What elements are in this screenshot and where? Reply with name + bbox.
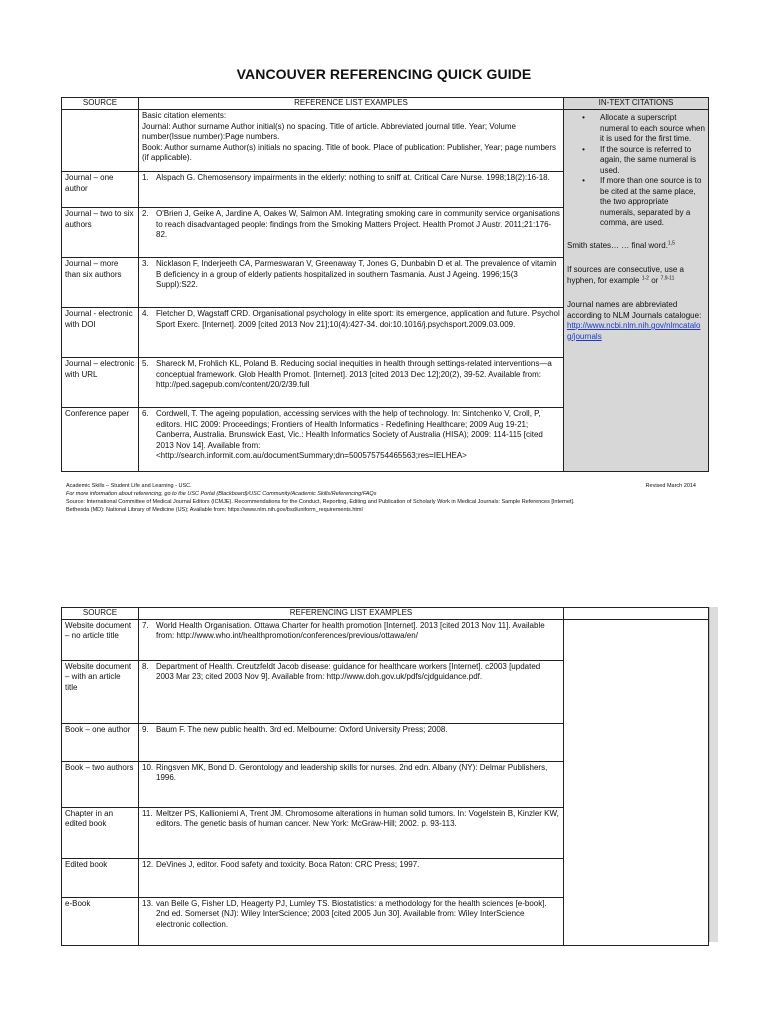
reference-cell: 7. World Health Organisation. Ottawa Charter for health promotion [Internet]. 2013 [cited 2013 Nov 11]. Available from: http://www.who.int/healthpromotion/conferences/previous/ottawa/en/ [139, 619, 564, 660]
reference-list-table [61, 607, 709, 946]
list-item: • If the source is referred to again, the same numeral is used. [582, 144, 697, 175]
reference-cell: 8. Department of Health. Creutzfeldt Jacob disease: guidance for healthcare workers [Internet]. c2003 [updated 2003 Mar 23; cited 2003 Nov 9]. Available from: http://www.doh.gov.uk/pdfs/cjdguidance.pdf. [139, 660, 564, 723]
source-header: SOURCE [62, 98, 139, 110]
reference-cell: 9. Baum F. The new public health. 3rd ed. Melbourne: Oxford University Press; 2008. [139, 723, 564, 761]
nlm-catalogue-link[interactable]: http://www.ncbi.nlm.nih.gov/nlmcatalog/journals [567, 321, 701, 341]
reference-cell: 10. Ringsven MK, Bond D. Gerontology and leadership skills for nurses. 2nd edn. Albany (NY): Delmar Publishers, 1996. [139, 761, 564, 807]
basic-source-cell [62, 110, 139, 172]
in-text-citations-header: IN-TEXT CITATIONS [564, 98, 709, 110]
source-header: SOURCE [62, 608, 139, 620]
referencing-list-header: REFERENCING LIST EXAMPLES [139, 608, 564, 620]
source-cell: Journal – electronic with URL [62, 358, 139, 408]
in-text-rules [567, 113, 705, 229]
source-cell: e-Book [62, 897, 139, 945]
footer-revised: Revised March 2014 [645, 483, 696, 489]
consecutive-example: If sources are consecutive, use a hyphen, for example $^{1-2}$ or $^{7,9-11}$ [567, 265, 684, 285]
basic-citation-elements: Basic citation elements: Journal: Author surname Author initial(s) no spacing. Title of article. Abbreviated journal title. Year; Volume number(Issue number):Page numbers. Book: Author surname Author(s) initials no spacing. Title of book. Place of publication: Publisher, Year; page numbers (if applicable). [139, 110, 564, 172]
list-item: • If more than one source is to be cited at the same place, the two appropriate numerals, separated by a comma, are used. [582, 176, 702, 227]
footer-source: Source: International Committee of Medical Journal Editors (ICMJE). Recommendations for the Conduct, Reporting, Editing and Publication of Scholarly Work in Medical Journals: Sample References [Internet]. [66, 499, 575, 505]
source-cell: Chapter in an edited book [62, 807, 139, 858]
source-cell: Journal - electronic with DOI [62, 308, 139, 358]
source-cell: Book – two authors [62, 761, 139, 807]
reference-cell: 3. Nicklason F, Inderjeeth CA, Parmeswaran V, Greenaway T, Jones G, Dunbabin D et al. The prevalence of vitamin B deficiency in a group of elderly patients hospitalized in southern Tasmania. Aust J Ageing. 1996;15(3 Suppl):S22. [139, 258, 564, 308]
source-cell: Journal – more than six authors [62, 258, 139, 308]
reference-cell: 11. Meltzer PS, Kallioniemi A, Trent JM. Chromosome alterations in human solid tumors. In: Vogelstein B, Kinzler KW, editors. The genetic basis of human cancer. New York: McGraw-Hill; 2002. p. 93-113. [139, 807, 564, 858]
smith-example: Smith states… … final word.$^{1,5}$ [567, 239, 675, 250]
source-cell: Journal – two to six authors [62, 208, 139, 258]
source-cell: Book – one author [62, 723, 139, 761]
footer-notes [66, 482, 696, 514]
reference-cell: 1. Alspach G. Chemosensory impairments in the elderly: nothing to sniff at. Critical Care Nurse. 1998;18(2):16-18. [139, 172, 564, 208]
source-cell: Website document – no article title [62, 619, 139, 660]
reference-cell: 6. Cordwell, T. The ageing population, accessing services with the help of technology. In: Sintchenko V, Croll, P, editors. HIC 2009: Proceedings; Frontiers of Health Informatics - Redefining Healthcare; 2009 Aug 19-21; Canberra, Australia. Brunswick East, Vic.: Health Informatics Society of Australia (HISA); 2009: 114-115 [cited 2013 Nov 14]. Available from: <http://search.informit.com.au/documentSummary;dn=500575754465563;res=IELHEA> [139, 408, 564, 472]
reference-cell: 13. van Belle G, Fisher LD, Heagerty PJ, Lumley TS. Biostatistics: a methodology for the health sciences [e-book]. 2nd ed. Somerset (NJ): Wiley InterScience; 2003 [cited 2005 Jun 30]. Available from: Wiley InterScience electronic collection. [139, 897, 564, 945]
reference-cell: 2. O'Brien J, Geike A, Jardine A, Oakes W, Salmon AM. Integrating smoking care in community service organisations to reach disadvantaged people: findings from the Smoking Matters Project. Health Promot J Austr. 2011;21:176-82. [139, 208, 564, 258]
list-item: • Allocate a superscript numeral to each source when it is used for the first time. [582, 113, 705, 143]
source-cell: Website document – with an article title [62, 660, 139, 723]
vertical-scrollbar[interactable] [709, 607, 718, 942]
reference-cell: 4. Fletcher D, Wagstaff CRD. Organisational psychology in elite sport: its emergence, application and future. Psychol Sport Exerc. [Internet]. 2009 [cited 2013 Nov 21];10(4):427-34. doi:10.1016/j.psychsport.2009.03.009. [139, 308, 564, 358]
source-cell: Conference paper [62, 408, 139, 472]
reference-guide-table [61, 97, 709, 472]
blank-header [564, 608, 709, 620]
empty-column-cell [564, 619, 709, 945]
nlm-note: Journal names are abbreviated according to NLM Journals catalogue: http://www.ncbi.nlm.nih.gov/nlmcatalog/journals [567, 300, 702, 341]
footer-source-cont: Bethesda (MD): National Library of Medicine (US); Available from: https://www.nlm.nih.gov/bsd/uniform_requirements.html [66, 507, 363, 513]
source-cell: Journal – one author [62, 172, 139, 208]
reference-cell: 12. DeVines J, editor. Food safety and toxicity. Boca Raton: CRC Press; 1997. [139, 858, 564, 897]
page-title: VANCOUVER REFERENCING QUICK GUIDE [236, 66, 532, 82]
footer-credit: Academic Skills – Student Life and Learning - USC. [66, 483, 192, 489]
reference-list-header: REFERENCE LIST EXAMPLES [139, 98, 564, 110]
source-cell: Edited book [62, 858, 139, 897]
in-text-citations-cell [564, 110, 709, 472]
footer-more-info: For more information about referencing, go to the USC Portal (Blackboard)/USC Community/Academic Skills/Referencing/FAQs [66, 491, 377, 497]
reference-cell: 5. Shareck M, Frohlich KL, Poland B. Reducing social inequities in health through settings-related interventions—a conceptual framework. Glob Health Promot. [Internet]. 2013 [cited 2013 Dec 12];20(2), 39-52. Available from: http://ped.sagepub.com/content/20/2/39.full [139, 358, 564, 408]
